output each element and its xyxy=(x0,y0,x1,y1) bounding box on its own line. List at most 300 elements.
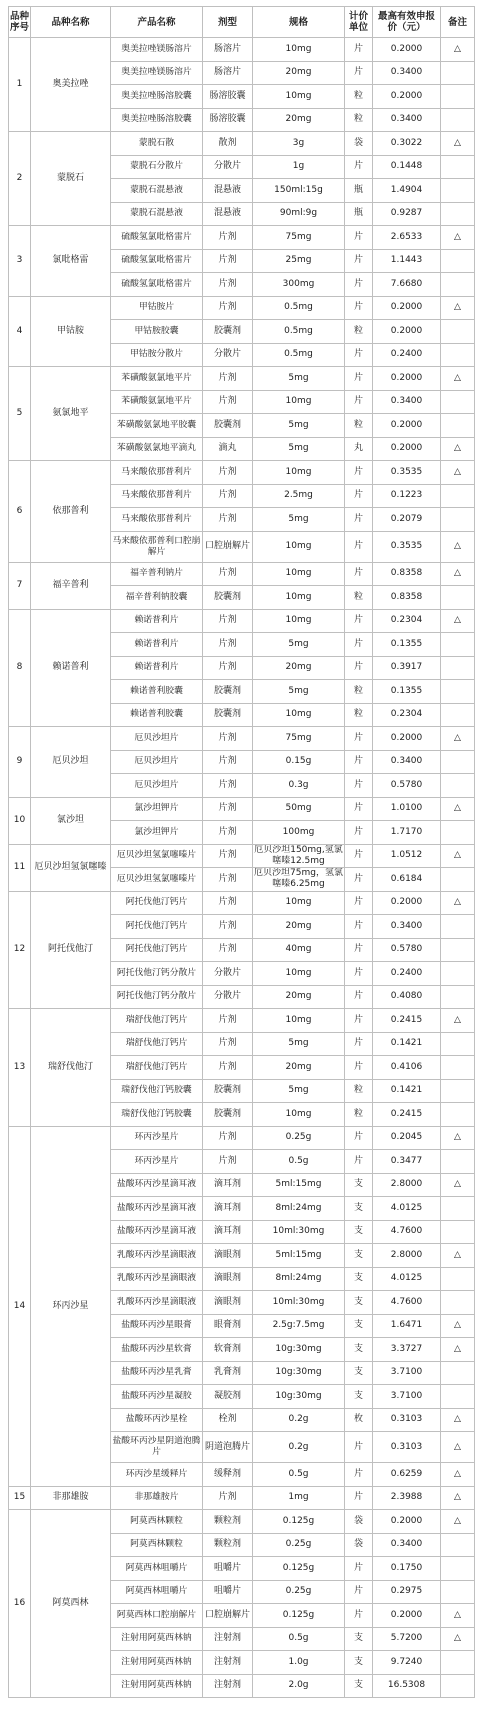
product-name: 阿托伐他汀钙片 xyxy=(111,891,203,915)
pricing-unit: 袋 xyxy=(345,1510,373,1534)
specification: 90ml:9g xyxy=(253,202,345,226)
note-mark: △ xyxy=(441,1604,475,1628)
pricing-unit: 袋 xyxy=(345,132,373,156)
max-price: 0.3535 xyxy=(373,531,441,562)
note-mark: △ xyxy=(441,1627,475,1651)
specification: 20mg xyxy=(253,61,345,85)
pricing-unit: 片 xyxy=(345,61,373,85)
specification: 300mg xyxy=(253,273,345,297)
pricing-unit: 片 xyxy=(345,531,373,562)
specification: 5mg xyxy=(253,367,345,391)
specification: 50mg xyxy=(253,797,345,821)
dosage-form: 片剂 xyxy=(203,1486,253,1510)
pricing-unit: 片 xyxy=(345,774,373,798)
dosage-form: 片剂 xyxy=(203,609,253,633)
pricing-unit: 片 xyxy=(345,226,373,250)
pricing-unit: 支 xyxy=(345,1361,373,1385)
group-number: 14 xyxy=(9,1126,31,1486)
specification: 8ml:24mg xyxy=(253,1267,345,1291)
note-mark xyxy=(441,1079,475,1103)
max-price: 0.2000 xyxy=(373,1510,441,1534)
note-mark: △ xyxy=(441,1009,475,1033)
variety-name: 依那普利 xyxy=(31,461,111,563)
max-price: 16.5308 xyxy=(373,1674,441,1698)
product-name: 奥美拉唑肠溶胶囊 xyxy=(111,85,203,109)
note-mark xyxy=(441,1150,475,1174)
pricing-unit: 丸 xyxy=(345,437,373,461)
pricing-unit: 片 xyxy=(345,821,373,845)
specification: 2.0g xyxy=(253,1674,345,1698)
dosage-form: 胶囊剂 xyxy=(203,703,253,727)
product-name: 盐酸环丙沙星滴耳液 xyxy=(111,1197,203,1221)
pricing-unit: 片 xyxy=(345,1463,373,1487)
note-mark xyxy=(441,249,475,273)
note-mark: △ xyxy=(441,844,475,868)
specification: 1g xyxy=(253,155,345,179)
max-price: 4.0125 xyxy=(373,1267,441,1291)
product-name: 赖诺普利胶囊 xyxy=(111,703,203,727)
product-name: 盐酸环丙沙星滴耳液 xyxy=(111,1220,203,1244)
product-name: 乳酸环丙沙星滴眼液 xyxy=(111,1267,203,1291)
note-mark: △ xyxy=(441,1510,475,1534)
specification: 0.125g xyxy=(253,1604,345,1628)
group-number: 13 xyxy=(9,1009,31,1127)
pricing-unit: 瓶 xyxy=(345,179,373,203)
product-name: 蒙脱石分散片 xyxy=(111,155,203,179)
pricing-unit: 粒 xyxy=(345,414,373,438)
product-name: 硫酸氢氯吡格雷片 xyxy=(111,226,203,250)
max-price: 0.2000 xyxy=(373,891,441,915)
product-name: 瑞舒伐他汀钙片 xyxy=(111,1032,203,1056)
specification: 0.3g xyxy=(253,774,345,798)
specification: 10mg xyxy=(253,562,345,586)
variety-name: 氯吡格雷 xyxy=(31,226,111,297)
max-price: 0.6259 xyxy=(373,1463,441,1487)
pricing-unit: 片 xyxy=(345,1126,373,1150)
note-mark: △ xyxy=(441,437,475,461)
pricing-unit: 片 xyxy=(345,562,373,586)
note-mark xyxy=(441,155,475,179)
pricing-unit: 片 xyxy=(345,1056,373,1080)
variety-name: 瑞舒伐他汀 xyxy=(31,1009,111,1127)
pricing-unit: 粒 xyxy=(345,108,373,132)
dosage-form: 缓释剂 xyxy=(203,1463,253,1487)
specification: 10mg xyxy=(253,531,345,562)
pricing-unit: 片 xyxy=(345,390,373,414)
note-mark xyxy=(441,343,475,367)
dosage-form: 咀嚼片 xyxy=(203,1557,253,1581)
product-name: 蒙脱石混悬液 xyxy=(111,202,203,226)
table-row xyxy=(9,562,475,586)
pricing-unit: 枚 xyxy=(345,1408,373,1432)
dosage-form: 片剂 xyxy=(203,249,253,273)
product-name: 盐酸环丙沙星软膏 xyxy=(111,1338,203,1362)
dosage-form: 片剂 xyxy=(203,915,253,939)
max-price: 2.8000 xyxy=(373,1244,441,1268)
pricing-unit: 片 xyxy=(345,1032,373,1056)
dosage-form: 混悬液 xyxy=(203,202,253,226)
product-name: 注射用阿莫西林钠 xyxy=(111,1674,203,1698)
specification: 0.5g xyxy=(253,1627,345,1651)
price-table xyxy=(8,6,475,1698)
dosage-form: 滴耳剂 xyxy=(203,1220,253,1244)
product-name: 赖诺普利胶囊 xyxy=(111,680,203,704)
note-mark xyxy=(441,85,475,109)
table-row xyxy=(9,609,475,633)
product-name: 瑞舒伐他汀钙胶囊 xyxy=(111,1103,203,1127)
header-variety: 品种名称 xyxy=(31,7,111,38)
specification: 100mg xyxy=(253,821,345,845)
product-name: 苯磺酸氨氯地平片 xyxy=(111,390,203,414)
product-name: 乳酸环丙沙星滴眼液 xyxy=(111,1291,203,1315)
specification: 0.25g xyxy=(253,1533,345,1557)
specification: 0.2g xyxy=(253,1408,345,1432)
max-price: 1.4904 xyxy=(373,179,441,203)
pricing-unit: 片 xyxy=(345,155,373,179)
note-mark xyxy=(441,1533,475,1557)
max-price: 3.7100 xyxy=(373,1385,441,1409)
specification: 0.2g xyxy=(253,1432,345,1463)
variety-name: 氯沙坦 xyxy=(31,797,111,844)
dosage-form: 混悬液 xyxy=(203,179,253,203)
pricing-unit: 支 xyxy=(345,1244,373,1268)
product-name: 盐酸环丙沙星栓 xyxy=(111,1408,203,1432)
dosage-form: 分散片 xyxy=(203,962,253,986)
note-mark xyxy=(441,633,475,657)
product-name: 盐酸环丙沙星滴耳液 xyxy=(111,1173,203,1197)
note-mark xyxy=(441,414,475,438)
dosage-form: 片剂 xyxy=(203,774,253,798)
variety-name: 蒙脱石 xyxy=(31,132,111,226)
group-number: 3 xyxy=(9,226,31,297)
specification: 10ml:30mg xyxy=(253,1291,345,1315)
product-name: 厄贝沙坦片 xyxy=(111,727,203,751)
specification: 5mg xyxy=(253,633,345,657)
pricing-unit: 支 xyxy=(345,1627,373,1651)
table-row xyxy=(9,1126,475,1150)
max-price: 0.2000 xyxy=(373,296,441,320)
max-price: 0.2000 xyxy=(373,38,441,62)
product-name: 马来酸依那普利口腔崩解片 xyxy=(111,531,203,562)
note-mark xyxy=(441,202,475,226)
dosage-form: 片剂 xyxy=(203,273,253,297)
specification: 0.5g xyxy=(253,1150,345,1174)
dosage-form: 片剂 xyxy=(203,727,253,751)
product-name: 环丙沙星片 xyxy=(111,1126,203,1150)
note-mark xyxy=(441,962,475,986)
dosage-form: 片剂 xyxy=(203,296,253,320)
dosage-form: 栓剂 xyxy=(203,1408,253,1432)
note-mark: △ xyxy=(441,1126,475,1150)
product-name: 赖诺普利片 xyxy=(111,609,203,633)
max-price: 4.0125 xyxy=(373,1197,441,1221)
max-price: 3.7100 xyxy=(373,1361,441,1385)
max-price: 9.7240 xyxy=(373,1651,441,1675)
table-row xyxy=(9,727,475,751)
product-name: 赖诺普利片 xyxy=(111,656,203,680)
max-price: 0.3400 xyxy=(373,1533,441,1557)
note-mark: △ xyxy=(441,1432,475,1463)
dosage-form: 胶囊剂 xyxy=(203,1079,253,1103)
specification: 10mg xyxy=(253,461,345,485)
max-price: 0.2000 xyxy=(373,414,441,438)
max-price: 0.6184 xyxy=(373,868,441,892)
product-name: 瑞舒伐他汀钙胶囊 xyxy=(111,1079,203,1103)
note-mark: △ xyxy=(441,226,475,250)
note-mark xyxy=(441,750,475,774)
table-row xyxy=(9,797,475,821)
group-number: 11 xyxy=(9,844,31,891)
header-unit: 计价 单位 xyxy=(345,7,373,38)
pricing-unit: 支 xyxy=(345,1651,373,1675)
specification: 75mg xyxy=(253,226,345,250)
dosage-form: 口腔崩解片 xyxy=(203,531,253,562)
product-name: 阿托伐他汀钙片 xyxy=(111,915,203,939)
group-number: 4 xyxy=(9,296,31,367)
pricing-unit: 片 xyxy=(345,1150,373,1174)
note-mark xyxy=(441,1361,475,1385)
pricing-unit: 粒 xyxy=(345,85,373,109)
specification: 10mg xyxy=(253,1009,345,1033)
pricing-unit: 片 xyxy=(345,343,373,367)
dosage-form: 片剂 xyxy=(203,1032,253,1056)
product-name: 硫酸氢氯吡格雷片 xyxy=(111,249,203,273)
specification: 5mg xyxy=(253,508,345,532)
specification: 0.5mg xyxy=(253,296,345,320)
pricing-unit: 片 xyxy=(345,985,373,1009)
product-name: 瑞舒伐他汀钙片 xyxy=(111,1009,203,1033)
note-mark xyxy=(441,586,475,610)
specification: 0.125g xyxy=(253,1557,345,1581)
group-number: 10 xyxy=(9,797,31,844)
product-name: 阿托伐他汀钙分散片 xyxy=(111,962,203,986)
max-price: 0.1421 xyxy=(373,1032,441,1056)
product-name: 甲钴胺分散片 xyxy=(111,343,203,367)
dosage-form: 片剂 xyxy=(203,797,253,821)
note-mark xyxy=(441,868,475,892)
group-number: 8 xyxy=(9,609,31,727)
max-price: 0.5780 xyxy=(373,774,441,798)
dosage-form: 肠溶胶囊 xyxy=(203,108,253,132)
table-row xyxy=(9,1486,475,1510)
dosage-form: 片剂 xyxy=(203,868,253,892)
note-mark xyxy=(441,656,475,680)
product-name: 盐酸环丙沙星凝胶 xyxy=(111,1385,203,1409)
variety-name: 氨氯地平 xyxy=(31,367,111,461)
group-number: 9 xyxy=(9,727,31,798)
max-price: 0.2000 xyxy=(373,437,441,461)
group-number: 16 xyxy=(9,1510,31,1698)
note-mark: △ xyxy=(441,797,475,821)
specification: 40mg xyxy=(253,938,345,962)
product-name: 赖诺普利片 xyxy=(111,633,203,657)
dosage-form: 乳膏剂 xyxy=(203,1361,253,1385)
table-row xyxy=(9,296,475,320)
dosage-form: 滴眼剂 xyxy=(203,1291,253,1315)
specification: 20mg xyxy=(253,985,345,1009)
specification: 0.25g xyxy=(253,1126,345,1150)
note-mark: △ xyxy=(441,1463,475,1487)
specification: 5mg xyxy=(253,1032,345,1056)
pricing-unit: 片 xyxy=(345,868,373,892)
max-price: 1.6471 xyxy=(373,1314,441,1338)
note-mark xyxy=(441,108,475,132)
dosage-form: 片剂 xyxy=(203,1150,253,1174)
dosage-form: 胶囊剂 xyxy=(203,1103,253,1127)
dosage-form: 分散片 xyxy=(203,343,253,367)
max-price: 0.3400 xyxy=(373,61,441,85)
pricing-unit: 支 xyxy=(345,1338,373,1362)
pricing-unit: 片 xyxy=(345,938,373,962)
dosage-form: 滴丸 xyxy=(203,437,253,461)
variety-name: 赖诺普利 xyxy=(31,609,111,727)
specification: 10mg xyxy=(253,891,345,915)
specification: 0.15g xyxy=(253,750,345,774)
note-mark xyxy=(441,1032,475,1056)
note-mark xyxy=(441,703,475,727)
note-mark: △ xyxy=(441,296,475,320)
product-name: 注射用阿莫西林钠 xyxy=(111,1651,203,1675)
max-price: 0.2400 xyxy=(373,962,441,986)
specification: 10ml:30mg xyxy=(253,1220,345,1244)
product-name: 甲钴胺片 xyxy=(111,296,203,320)
pricing-unit: 片 xyxy=(345,484,373,508)
max-price: 0.1355 xyxy=(373,680,441,704)
dosage-form: 片剂 xyxy=(203,226,253,250)
product-name: 厄贝沙坦氢氯噻嗪片 xyxy=(111,868,203,892)
group-number: 15 xyxy=(9,1486,31,1510)
max-price: 0.1421 xyxy=(373,1079,441,1103)
pricing-unit: 片 xyxy=(345,656,373,680)
note-mark xyxy=(441,680,475,704)
pricing-unit: 片 xyxy=(345,797,373,821)
pricing-unit: 片 xyxy=(345,727,373,751)
note-mark: △ xyxy=(441,562,475,586)
max-price: 0.3917 xyxy=(373,656,441,680)
product-name: 瑞舒伐他汀钙片 xyxy=(111,1056,203,1080)
pricing-unit: 片 xyxy=(345,38,373,62)
max-price: 0.8358 xyxy=(373,586,441,610)
specification: 2.5mg xyxy=(253,484,345,508)
note-mark xyxy=(441,273,475,297)
product-name: 注射用阿莫西林钠 xyxy=(111,1627,203,1651)
product-name: 阿莫西林咀嚼片 xyxy=(111,1557,203,1581)
pricing-unit: 片 xyxy=(345,273,373,297)
note-mark: △ xyxy=(441,891,475,915)
specification: 75mg xyxy=(253,727,345,751)
specification: 10g:30mg xyxy=(253,1338,345,1362)
max-price: 0.4080 xyxy=(373,985,441,1009)
max-price: 0.2045 xyxy=(373,1126,441,1150)
table-row xyxy=(9,1009,475,1033)
dosage-form: 片剂 xyxy=(203,390,253,414)
product-name: 乳酸环丙沙星滴眼液 xyxy=(111,1244,203,1268)
group-number: 5 xyxy=(9,367,31,461)
note-mark xyxy=(441,1580,475,1604)
pricing-unit: 粒 xyxy=(345,1103,373,1127)
specification: 5ml:15mg xyxy=(253,1173,345,1197)
pricing-unit: 粒 xyxy=(345,703,373,727)
note-mark: △ xyxy=(441,38,475,62)
group-number: 2 xyxy=(9,132,31,226)
max-price: 7.6680 xyxy=(373,273,441,297)
specification: 10mg xyxy=(253,609,345,633)
dosage-form: 颗粒剂 xyxy=(203,1533,253,1557)
dosage-form: 片剂 xyxy=(203,484,253,508)
max-price: 0.2415 xyxy=(373,1103,441,1127)
group-number: 7 xyxy=(9,562,31,609)
max-price: 0.2304 xyxy=(373,703,441,727)
specification: 1mg xyxy=(253,1486,345,1510)
product-name: 马来酸依那普利片 xyxy=(111,508,203,532)
product-name: 硫酸氢氯吡格雷片 xyxy=(111,273,203,297)
note-mark: △ xyxy=(441,461,475,485)
table-row xyxy=(9,461,475,485)
specification: 2.5g:7.5mg xyxy=(253,1314,345,1338)
pricing-unit: 袋 xyxy=(345,1533,373,1557)
product-name: 蒙脱石散 xyxy=(111,132,203,156)
max-price: 0.2000 xyxy=(373,320,441,344)
max-price: 2.3988 xyxy=(373,1486,441,1510)
product-name: 福辛普利钠片 xyxy=(111,562,203,586)
pricing-unit: 片 xyxy=(345,1604,373,1628)
pricing-unit: 片 xyxy=(345,1432,373,1463)
dosage-form: 肠溶胶囊 xyxy=(203,85,253,109)
header-no: 品种 序号 xyxy=(9,7,31,38)
dosage-form: 片剂 xyxy=(203,656,253,680)
note-mark xyxy=(441,61,475,85)
dosage-form: 咀嚼片 xyxy=(203,1580,253,1604)
specification: 10mg xyxy=(253,390,345,414)
pricing-unit: 片 xyxy=(345,1580,373,1604)
dosage-form: 口腔崩解片 xyxy=(203,1604,253,1628)
product-name: 苯磺酸氨氯地平胶囊 xyxy=(111,414,203,438)
max-price: 0.2000 xyxy=(373,1604,441,1628)
note-mark xyxy=(441,1291,475,1315)
specification: 厄贝沙坦75mg，氢氯噻嗪6.25mg xyxy=(254,868,343,890)
pricing-unit: 片 xyxy=(345,1486,373,1510)
note-mark xyxy=(441,390,475,414)
max-price: 0.2975 xyxy=(373,1580,441,1604)
specification: 0.5mg xyxy=(253,343,345,367)
note-mark: △ xyxy=(441,1244,475,1268)
note-mark xyxy=(441,1267,475,1291)
max-price: 3.3727 xyxy=(373,1338,441,1362)
max-price: 0.9287 xyxy=(373,202,441,226)
specification: 20mg xyxy=(253,656,345,680)
note-mark xyxy=(441,915,475,939)
specification: 厄贝沙坦150mg,氢氯噻嗪12.5mg xyxy=(254,844,343,866)
pricing-unit: 片 xyxy=(345,461,373,485)
max-price: 0.2415 xyxy=(373,1009,441,1033)
note-mark: △ xyxy=(441,531,475,562)
max-price: 1.7170 xyxy=(373,821,441,845)
max-price: 0.3103 xyxy=(373,1408,441,1432)
variety-name: 福辛普利 xyxy=(31,562,111,609)
product-name: 苯磺酸氨氯地平滴丸 xyxy=(111,437,203,461)
dosage-form: 眼膏剂 xyxy=(203,1314,253,1338)
dosage-form: 片剂 xyxy=(203,508,253,532)
dosage-form: 片剂 xyxy=(203,1056,253,1080)
pricing-unit: 支 xyxy=(345,1385,373,1409)
specification: 20mg xyxy=(253,1056,345,1080)
variety-name: 阿托伐他汀 xyxy=(31,891,111,1009)
product-name: 苯磺酸氨氯地平片 xyxy=(111,367,203,391)
dosage-form: 软膏剂 xyxy=(203,1338,253,1362)
product-name: 氯沙坦钾片 xyxy=(111,797,203,821)
dosage-form: 滴眼剂 xyxy=(203,1244,253,1268)
dosage-form: 片剂 xyxy=(203,367,253,391)
